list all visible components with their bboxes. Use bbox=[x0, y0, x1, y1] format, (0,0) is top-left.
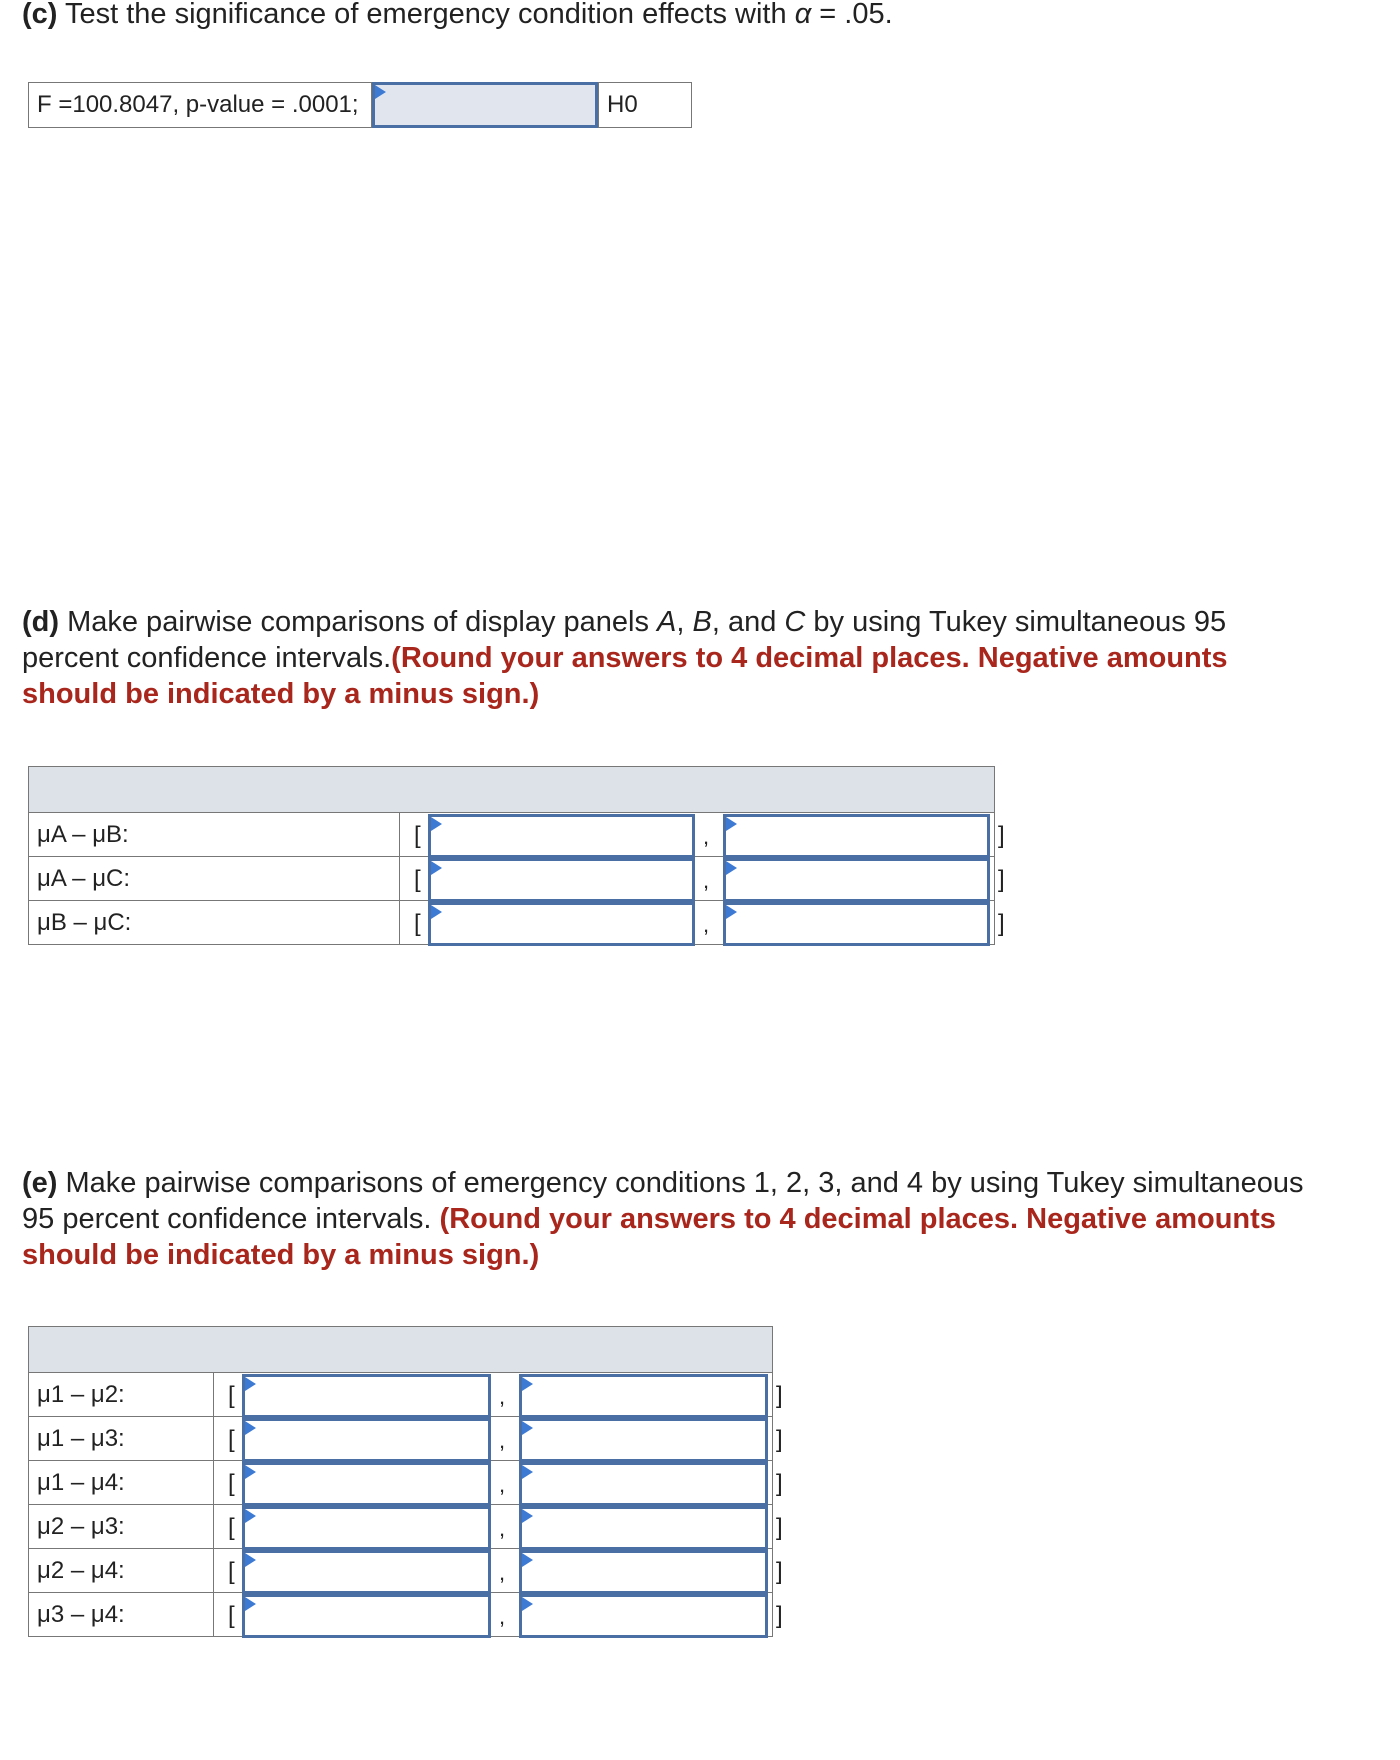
open-bracket: [ bbox=[228, 1513, 235, 1541]
interval-cell bbox=[214, 1505, 783, 1549]
comma-separator: , bbox=[703, 911, 710, 937]
row-label: μA – μB: bbox=[29, 813, 400, 857]
lower-bound-input[interactable] bbox=[242, 1594, 491, 1638]
lower-bound-input[interactable] bbox=[242, 1506, 491, 1550]
open-bracket: [ bbox=[228, 1469, 235, 1497]
significance-dropdown[interactable] bbox=[372, 82, 598, 128]
part-c-question: (c) Test the significance of emergency condition effects with α = .05. bbox=[22, 0, 893, 30]
open-bracket: [ bbox=[228, 1601, 235, 1629]
lower-bound-input[interactable] bbox=[428, 902, 695, 946]
table-header bbox=[29, 767, 995, 813]
table-row bbox=[29, 1549, 773, 1593]
close-bracket: ] bbox=[776, 1469, 783, 1497]
row-label: μ3 – μ4: bbox=[29, 1593, 214, 1637]
input-marker-icon bbox=[522, 1509, 533, 1523]
table-row bbox=[29, 1593, 773, 1637]
input-marker-icon bbox=[245, 1377, 256, 1391]
interval-cell bbox=[214, 1549, 783, 1593]
part-e-label: (e) bbox=[22, 1167, 58, 1199]
input-marker-icon bbox=[522, 1465, 533, 1479]
row-label: μB – μC: bbox=[29, 901, 400, 945]
upper-bound-input[interactable] bbox=[519, 1594, 768, 1638]
interval-cell bbox=[214, 1461, 783, 1505]
row-label: μ1 – μ4: bbox=[29, 1461, 214, 1505]
open-bracket: [ bbox=[414, 865, 421, 893]
upper-bound-input[interactable] bbox=[519, 1374, 768, 1418]
comma-separator: , bbox=[499, 1603, 506, 1629]
input-marker-icon bbox=[522, 1553, 533, 1567]
open-bracket: [ bbox=[414, 909, 421, 937]
lower-bound-input[interactable] bbox=[428, 814, 695, 858]
input-marker-icon bbox=[726, 905, 737, 919]
lower-bound-input[interactable] bbox=[428, 858, 695, 902]
input-marker-icon bbox=[522, 1377, 533, 1391]
part-d-instruction: (Round your answers to 4 decimal places. Negative amounts should be indicated by a minus sign.) bbox=[22, 642, 1228, 710]
upper-bound-input[interactable] bbox=[519, 1462, 768, 1506]
table-row bbox=[29, 1505, 773, 1549]
input-marker-icon bbox=[522, 1597, 533, 1611]
comma-separator: , bbox=[499, 1383, 506, 1409]
input-marker-icon bbox=[522, 1421, 533, 1435]
row-label: μ2 – μ4: bbox=[29, 1549, 214, 1593]
input-marker-icon bbox=[245, 1421, 256, 1435]
input-marker-icon bbox=[726, 861, 737, 875]
close-bracket: ] bbox=[776, 1513, 783, 1541]
row-label: μ1 – μ3: bbox=[29, 1417, 214, 1461]
close-bracket: ] bbox=[998, 865, 1005, 893]
input-marker-icon bbox=[245, 1509, 256, 1523]
input-marker-icon bbox=[245, 1597, 256, 1611]
comma-separator: , bbox=[703, 823, 710, 849]
part-d-ci-table bbox=[28, 766, 1005, 945]
input-marker-icon bbox=[431, 817, 442, 831]
table-row bbox=[29, 857, 995, 901]
upper-bound-input[interactable] bbox=[519, 1550, 768, 1594]
open-bracket: [ bbox=[228, 1557, 235, 1585]
close-bracket: ] bbox=[776, 1557, 783, 1585]
table-row bbox=[29, 901, 995, 945]
interval-cell bbox=[214, 1373, 783, 1417]
upper-bound-input[interactable] bbox=[723, 814, 990, 858]
close-bracket: ] bbox=[776, 1381, 783, 1409]
open-bracket: [ bbox=[228, 1381, 235, 1409]
interval-cell bbox=[400, 857, 1005, 901]
input-marker-icon bbox=[431, 905, 442, 919]
dropdown-marker-icon bbox=[375, 85, 386, 99]
input-marker-icon bbox=[245, 1553, 256, 1567]
hypothesis-label: H0 bbox=[598, 82, 692, 128]
table-row bbox=[29, 1461, 773, 1505]
interval-cell bbox=[400, 901, 1005, 945]
interval-cell bbox=[400, 813, 1005, 857]
close-bracket: ] bbox=[776, 1601, 783, 1629]
input-marker-icon bbox=[431, 861, 442, 875]
comma-separator: , bbox=[499, 1515, 506, 1541]
lower-bound-input[interactable] bbox=[242, 1462, 491, 1506]
lower-bound-input[interactable] bbox=[242, 1374, 491, 1418]
interval-cell bbox=[214, 1417, 783, 1461]
input-marker-icon bbox=[726, 817, 737, 831]
comma-separator: , bbox=[499, 1559, 506, 1585]
open-bracket: [ bbox=[228, 1425, 235, 1453]
lower-bound-input[interactable] bbox=[242, 1418, 491, 1462]
upper-bound-input[interactable] bbox=[519, 1418, 768, 1462]
upper-bound-input[interactable] bbox=[519, 1506, 768, 1550]
comma-separator: , bbox=[703, 867, 710, 893]
part-e-instruction: (Round your answers to 4 decimal places. Negative amounts should be indicated by a minus sign.) bbox=[22, 1203, 1276, 1271]
part-c-answer-row bbox=[28, 82, 692, 128]
lower-bound-input[interactable] bbox=[242, 1550, 491, 1594]
part-e-ci-table bbox=[28, 1326, 783, 1637]
f-statistic-result: F =100.8047, p-value = .0001; bbox=[28, 82, 372, 128]
row-label: μA – μC: bbox=[29, 857, 400, 901]
part-d-question: (d) Make pairwise comparisons of display panels A, B, and C by using Tukey simultaneous 95 percent confidence intervals.(Round your answers to 4 decimal places. Negative amounts should be indicated by a minus sign.) bbox=[22, 606, 1228, 710]
upper-bound-input[interactable] bbox=[723, 902, 990, 946]
part-c-label: (c) bbox=[22, 0, 58, 30]
interval-cell bbox=[214, 1593, 783, 1637]
row-label: μ1 – μ2: bbox=[29, 1373, 214, 1417]
table-row bbox=[29, 1373, 773, 1417]
upper-bound-input[interactable] bbox=[723, 858, 990, 902]
comma-separator: , bbox=[499, 1427, 506, 1453]
input-marker-icon bbox=[245, 1465, 256, 1479]
table-row bbox=[29, 1417, 773, 1461]
close-bracket: ] bbox=[998, 909, 1005, 937]
close-bracket: ] bbox=[776, 1425, 783, 1453]
part-e-question: (e) Make pairwise comparisons of emergency conditions 1, 2, 3, and 4 by using Tukey simultaneous 95 percent confidence intervals. (Round your answers to 4 decimal places. Negative amounts should be indicated by a minus sign.) bbox=[22, 1167, 1304, 1271]
table-header bbox=[29, 1327, 773, 1373]
open-bracket: [ bbox=[414, 821, 421, 849]
part-d-label: (d) bbox=[22, 606, 60, 638]
row-label: μ2 – μ3: bbox=[29, 1505, 214, 1549]
close-bracket: ] bbox=[998, 821, 1005, 849]
table-row bbox=[29, 813, 995, 857]
comma-separator: , bbox=[499, 1471, 506, 1497]
